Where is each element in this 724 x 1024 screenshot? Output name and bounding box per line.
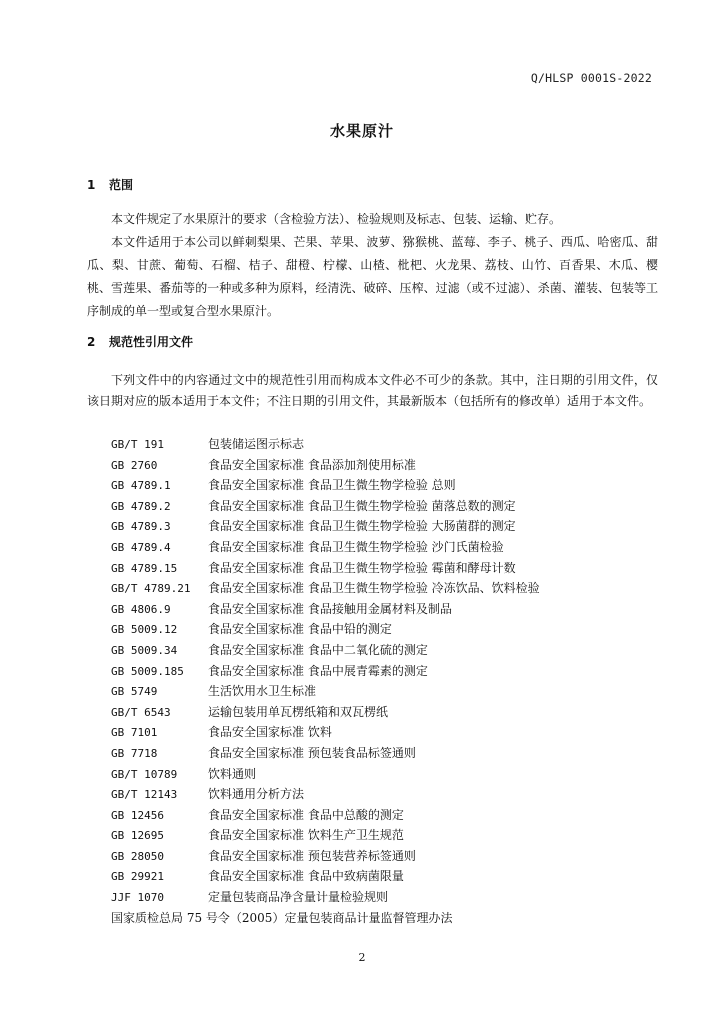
reference-item	[111, 599, 540, 620]
reference-code: GB 5009.12	[111, 623, 178, 637]
reference-item	[111, 661, 540, 682]
reference-code: GB 4789.4	[111, 540, 171, 554]
reference-code: GB 4789.2	[111, 499, 171, 513]
reference-title: 食品安全国家标准 食品中致病菌限量	[208, 869, 404, 884]
section-2-title: 规范性引用文件	[109, 335, 194, 349]
reference-code: GB 7101	[111, 726, 158, 740]
reference-code: JJF 1070	[111, 891, 164, 905]
reference-title: 食品安全国家标准 食品卫生微生物学检验 冷冻饮品、饮料检验	[208, 581, 540, 596]
reference-item	[111, 537, 540, 558]
reference-code: GB 2760	[111, 458, 158, 472]
reference-code: GB 5749	[111, 685, 158, 699]
reference-title: 食品安全国家标准 食品中铅的测定	[208, 622, 392, 637]
reference-item	[111, 702, 540, 723]
reference-item	[111, 640, 540, 661]
normative-intro-paragraph: 下列文件中的内容通过文中的规范性引用而构成本文件必不可少的条款。其中，注日期的引用文件，仅该日期对应的版本适用于本文件；不注日期的引用文件，其最新版本（包括所有的修改单）适用于本文件。	[87, 373, 658, 408]
reference-item	[111, 722, 540, 743]
reference-code: GB 5009.34	[111, 643, 178, 657]
reference-code: GB/T 6543	[111, 705, 171, 719]
reference-title: 运输包装用单瓦楞纸箱和双瓦楞纸	[208, 704, 389, 719]
reference-code: GB 5009.185	[111, 664, 184, 678]
reference-title: 食品安全国家标准 食品卫生微生物学检验 大肠菌群的测定	[208, 519, 516, 534]
reference-item	[111, 496, 540, 517]
reference-item	[111, 764, 540, 785]
reference-code: GB/T 12143	[111, 788, 178, 802]
reference-list	[111, 434, 540, 908]
reference-item	[111, 887, 540, 908]
reference-item	[111, 743, 540, 764]
reference-title: 食品安全国家标准 食品中展青霉素的测定	[208, 663, 428, 678]
reference-item	[111, 846, 540, 867]
reference-title: 食品安全国家标准 食品中二氧化硫的测定	[208, 642, 428, 657]
section-2-number: 2	[87, 335, 96, 349]
reference-code: GB 4789.3	[111, 520, 171, 534]
section-1-number: 1	[87, 178, 96, 192]
document-title: 水果原汁	[329, 122, 394, 140]
reference-code: GB/T 10789	[111, 767, 178, 781]
reference-title: 食品安全国家标准 食品卫生微生物学检验 总则	[208, 478, 456, 493]
scope-paragraph-1: 本文件规定了水果原汁的要求（含检验方法）、检验规则及标志、包装、运输、贮存。	[111, 212, 562, 226]
reference-item	[111, 784, 540, 805]
reference-code: GB 7718	[111, 746, 158, 760]
reference-item	[111, 825, 540, 846]
reference-item	[111, 475, 540, 496]
reference-title: 食品安全国家标准 预包装食品标签通则	[208, 745, 416, 760]
reference-title: 饮料通用分析方法	[208, 787, 305, 802]
document-code: Q/HLSP 0001S-2022	[530, 71, 652, 85]
reference-title: 定量包装商品净含量计量检验规则	[208, 890, 389, 905]
reference-code: GB 12695	[111, 829, 164, 843]
scope-paragraph-2: 本文件适用于本公司以鲜刺梨果、芒果、苹果、波萝、猕猴桃、蓝莓、李子、桃子、西瓜、哈密瓜、甜瓜、梨、甘蔗、葡萄、石榴、桔子、甜橙、柠檬、山楂、枇杷、火龙果、荔枝、山竹、百香果、木瓜、樱桃、雪莲果、番茄等的一种或多种为原料，经清洗、破碎、压榨、过滤（或不过滤）、杀菌、灌装、包装等工序制成的单一型或复合型水果原汁。	[87, 235, 658, 318]
page-number: 2	[358, 951, 366, 964]
section-1-title: 范围	[109, 178, 134, 192]
reference-title: 食品安全国家标准 预包装营养标签通则	[208, 848, 416, 863]
reference-item	[111, 619, 540, 640]
reference-title: 食品安全国家标准 食品添加剂使用标准	[208, 457, 416, 472]
reference-code: GB 4806.9	[111, 602, 171, 616]
reference-code: GB 4789.15	[111, 561, 178, 575]
reference-item	[111, 866, 540, 887]
section-2-heading	[87, 333, 193, 350]
reference-title: 食品安全国家标准 饮料	[208, 725, 332, 740]
reference-item	[111, 455, 540, 476]
reference-item	[111, 805, 540, 826]
regulation-reference-line: 国家质检总局 75 号令（2005）定量包装商品计量监督管理办法	[111, 911, 453, 925]
reference-code: GB/T 4789.21	[111, 582, 191, 596]
reference-title: 包装储运图示标志	[208, 437, 305, 451]
reference-code: GB 28050	[111, 849, 164, 863]
reference-item	[111, 434, 540, 455]
reference-item	[111, 578, 540, 599]
reference-item	[111, 558, 540, 579]
reference-code: GB 29921	[111, 870, 164, 884]
reference-code: GB/T 191	[111, 438, 164, 451]
reference-code: GB 4789.1	[111, 479, 171, 493]
reference-title: 食品安全国家标准 食品卫生微生物学检验 沙门氏菌检验	[208, 539, 504, 554]
reference-title: 食品安全国家标准 食品卫生微生物学检验 菌落总数的测定	[208, 498, 516, 513]
reference-title: 食品安全国家标准 食品中总酸的测定	[208, 807, 404, 822]
reference-code: GB 12456	[111, 808, 164, 822]
reference-item	[111, 516, 540, 537]
reference-title: 食品安全国家标准 食品接触用金属材料及制品	[208, 601, 452, 616]
reference-title: 生活饮用水卫生标准	[208, 684, 317, 699]
reference-title: 食品安全国家标准 饮料生产卫生规范	[208, 828, 404, 843]
section-1-heading	[87, 176, 133, 193]
reference-item	[111, 681, 540, 702]
reference-title: 饮料通则	[208, 766, 257, 781]
reference-title: 食品安全国家标准 食品卫生微生物学检验 霉菌和酵母计数	[208, 560, 516, 575]
